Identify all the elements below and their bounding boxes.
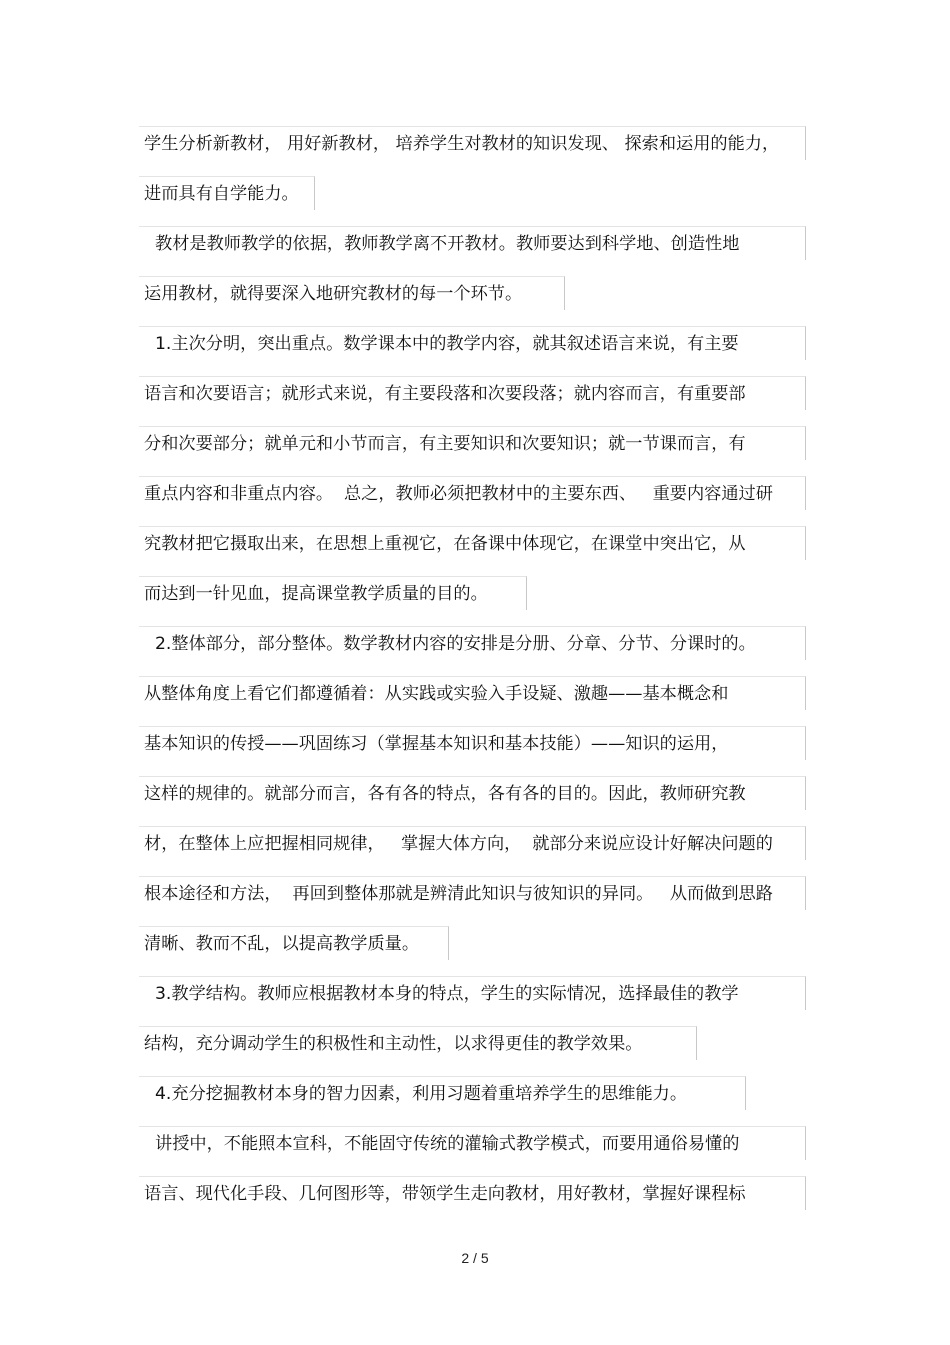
line-text: 分和次要部分；就单元和小节而言，有主要知识和次要知识；就一节课而言，有 bbox=[144, 434, 746, 454]
text-line bbox=[0, 976, 806, 1011]
text-line bbox=[0, 426, 806, 461]
line-text: 重点内容和非重点内容。 总之，教师必须把教材中的主要东西、 重要内容通过研 bbox=[144, 484, 773, 504]
line-text: 语言和次要语言；就形式来说，有主要段落和次要段落；就内容而言，有重要部 bbox=[144, 384, 746, 404]
text-line bbox=[0, 1026, 806, 1061]
text-line bbox=[0, 626, 806, 661]
text-line bbox=[0, 776, 806, 811]
text-line bbox=[0, 726, 806, 761]
line-text: 2.整体部分，部分整体。数学教材内容的安排是分册、分章、分节、分课时的。 bbox=[155, 634, 756, 654]
text-line bbox=[0, 376, 806, 411]
page-number: 2 / 5 bbox=[461, 1250, 489, 1266]
line-text: 结构，充分调动学生的积极性和主动性，以求得更佳的教学效果。 bbox=[144, 1034, 643, 1054]
line-text: 讲授中，不能照本宣科，不能固守传统的灌输式教学模式，而要用通俗易懂的 bbox=[155, 1134, 740, 1154]
text-line bbox=[0, 326, 806, 361]
line-text: 运用教材，就得要深入地研究教材的每一个环节。 bbox=[144, 284, 523, 304]
text-line bbox=[0, 176, 806, 211]
text-line bbox=[0, 1176, 806, 1211]
text-line bbox=[0, 676, 806, 711]
text-line bbox=[0, 876, 806, 911]
line-text: 3.教学结构。教师应根据教材本身的特点，学生的实际情况，选择最佳的教学 bbox=[155, 984, 739, 1004]
line-text: 4.充分挖掘教材本身的智力因素，利用习题着重培养学生的思维能力。 bbox=[155, 1084, 688, 1104]
line-text: 清晰、教而不乱，以提高教学质量。 bbox=[144, 934, 420, 954]
text-line bbox=[0, 226, 806, 261]
line-text: 基本知识的传授——巩固练习（掌握基本知识和基本技能）——知识的运用， bbox=[144, 734, 729, 754]
text-line bbox=[0, 1076, 806, 1111]
line-text: 根本途径和方法， 再回到整体那就是辨清此知识与彼知识的异同。 从而做到思路 bbox=[144, 884, 773, 904]
line-text: 1.主次分明，突出重点。数学课本中的教学内容，就其叙述语言来说，有主要 bbox=[155, 334, 739, 354]
line-text: 究教材把它摄取出来，在思想上重视它，在备课中体现它，在课堂中突出它，从 bbox=[144, 534, 746, 554]
line-text: 教材是教师教学的依据，教师教学离不开教材。教师要达到科学地、创造性地 bbox=[155, 234, 740, 254]
line-text: 材，在整体上应把握相同规律， 掌握大体方向， 就部分来说应设计好解决问题的 bbox=[144, 834, 773, 854]
line-text: 从整体角度上看它们都遵循着：从实践或实验入手设疑、激趣——基本概念和 bbox=[144, 684, 729, 704]
text-line bbox=[0, 526, 806, 561]
text-line bbox=[0, 476, 806, 511]
line-text: 这样的规律的。就部分而言，各有各的特点，各有各的目的。因此，教师研究教 bbox=[144, 784, 746, 804]
text-line bbox=[0, 826, 806, 861]
text-line bbox=[0, 126, 806, 161]
line-text: 学生分析新教材， 用好新教材， 培养学生对教材的知识发现、 探索和运用的能力， bbox=[144, 134, 780, 154]
text-line bbox=[0, 576, 806, 611]
text-line bbox=[0, 926, 806, 961]
text-line bbox=[0, 1126, 806, 1161]
line-text: 而达到一针见血，提高课堂教学质量的目的。 bbox=[144, 584, 488, 604]
text-line bbox=[0, 276, 806, 311]
line-text: 语言、现代化手段、几何图形等，带领学生走向教材，用好教材，掌握好课程标 bbox=[144, 1184, 746, 1204]
line-text: 进而具有自学能力。 bbox=[144, 184, 299, 204]
